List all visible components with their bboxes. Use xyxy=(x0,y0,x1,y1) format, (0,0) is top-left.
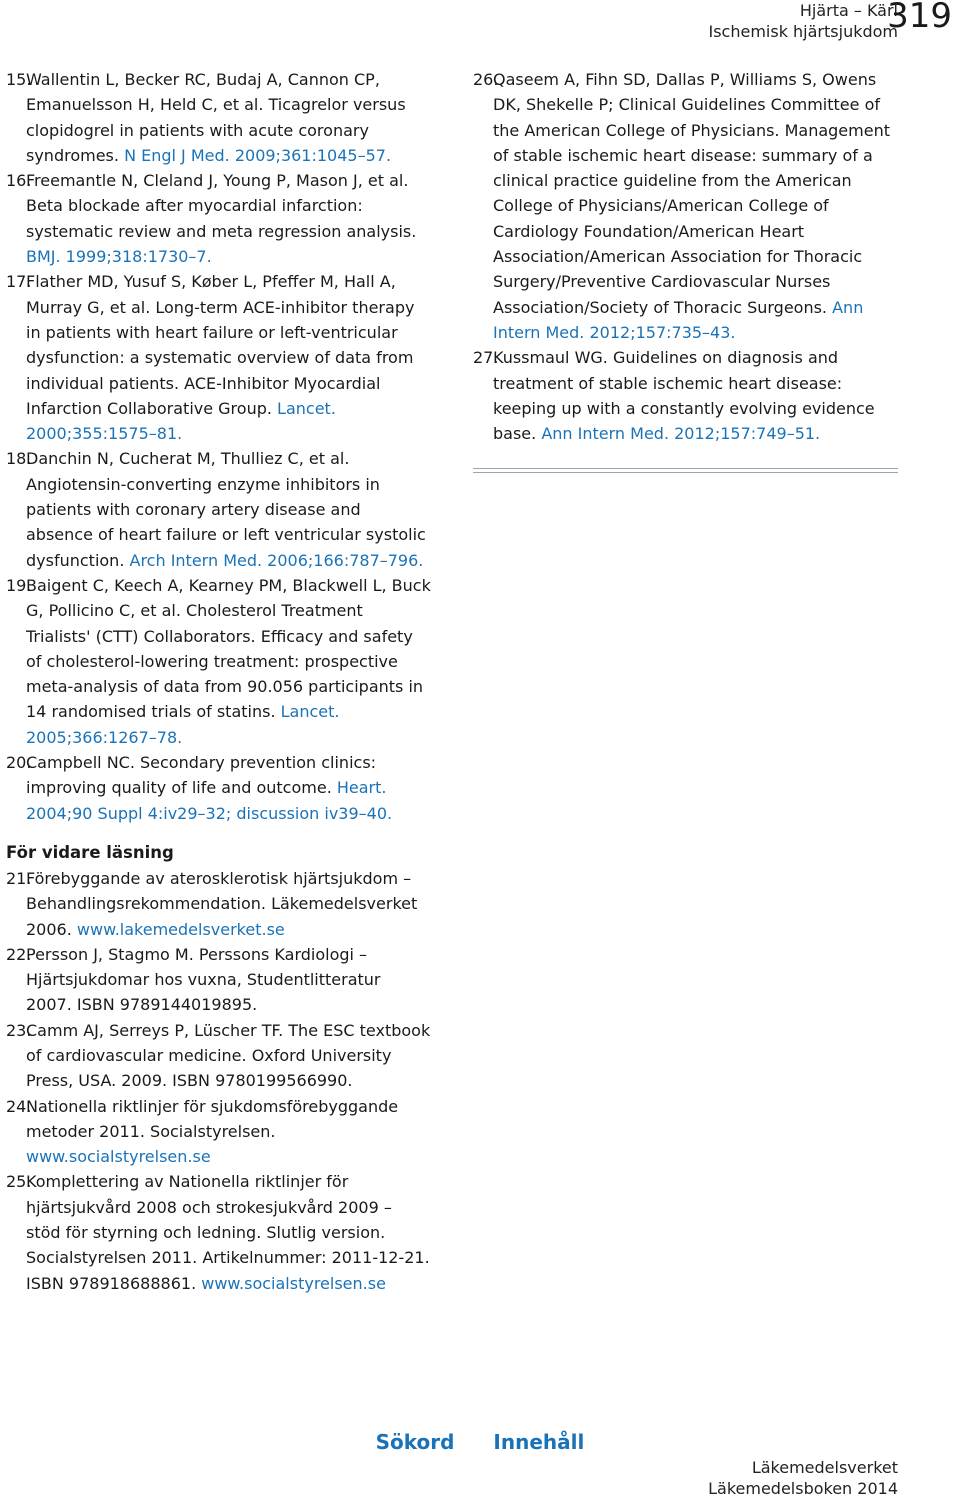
reference-item xyxy=(6,750,431,826)
reference-item xyxy=(6,269,431,446)
reference-body xyxy=(26,866,431,942)
reference-body xyxy=(26,168,431,269)
reference-text: Qaseem A, Fihn SD, Dallas P, Williams S, Owens DK, Shekelle P; Clinical Guidelines Committee of the American College of Physicians. Management of stable ischemic heart disease: summary of a clinical practice guideline from the American College of Physicians/American College of Cardiology Foundation/American Heart Association/American Association for Thoracic Surgery/Preventive Cardiovascular Nurses Association/Society of Thoracic Surgeons. xyxy=(493,70,890,317)
reference-body xyxy=(26,750,431,826)
reference-number: 20. xyxy=(6,753,32,773)
reference-item xyxy=(473,345,903,446)
reference-number: 18. xyxy=(6,449,32,469)
citation-link[interactable]: www.socialstyrelsen.se xyxy=(26,1147,211,1167)
reference-number: 24. xyxy=(6,1096,32,1116)
search-terms-link[interactable]: Sökord xyxy=(375,1430,455,1454)
reference-item xyxy=(6,67,431,168)
page-number: 319 xyxy=(887,0,952,36)
reference-body xyxy=(493,67,903,345)
page-header xyxy=(0,0,960,45)
reference-text: Campbell NC. Secondary prevention clinics: improving quality of life and outcome. xyxy=(26,753,377,798)
reference-list xyxy=(6,67,431,826)
reference-item xyxy=(6,446,431,572)
reference-body xyxy=(26,1094,431,1170)
publisher-name: Läkemedelsverket xyxy=(751,1458,898,1477)
reference-body xyxy=(26,269,431,446)
reference-text: Danchin N, Cucherat M, Thulliez C, et al. Angiotensin-converting enzyme inhibitors in patients with coronary artery disease and absence of heart failure or left ventricular systolic dysfunction. xyxy=(26,449,426,570)
further-reading-list xyxy=(6,866,431,1296)
reference-item xyxy=(6,1169,431,1295)
reference-number: 17. xyxy=(6,272,32,292)
reference-body xyxy=(493,345,903,446)
reference-text: Kussmaul WG. Guidelines on diagnosis and treatment of stable ischemic heart disease: keeping up with a constantly evolving evidence base. xyxy=(493,348,875,444)
reference-body xyxy=(26,1018,431,1094)
reference-item xyxy=(6,866,431,942)
running-header xyxy=(708,0,898,42)
reference-number: 16. xyxy=(6,171,32,191)
reference-body xyxy=(26,67,431,168)
column-divider xyxy=(473,468,898,473)
contents-link[interactable]: Innehåll xyxy=(493,1430,585,1454)
reference-text: Camm AJ, Serreys P, Lüscher TF. The ESC textbook of cardiovascular medicine. Oxford University Press, USA. 2009. ISBN 9780199566990. xyxy=(26,1020,431,1091)
citation-link[interactable]: Ann Intern Med. 2012;157:735–43. xyxy=(493,297,864,342)
footer-brand xyxy=(708,1457,898,1499)
reference-text: Flather MD, Yusuf S, Køber L, Pfeffer M, Hall A, Murray G, et al. Long-term ACE-inhibitor therapy in patients with heart failure or left-ventricular dysfunction: a systematic overview of data from individual patients. ACE-Inhibitor Myocardial Infarction Collaborative Group. xyxy=(26,272,415,418)
reference-text: Baigent C, Keech A, Kearney PM, Blackwell L, Buck G, Pollicino C, et al. Cholesterol Treatment Trialists' (CTT) Collaborators. Efficacy and safety of cholesterol-lowering treatment: prospective meta-analysis of data from 90.056 participants in 14 randomised trials of statins. xyxy=(26,575,431,722)
reference-number: 22. xyxy=(6,944,32,964)
citation-link[interactable]: N Engl J Med. 2009;361:1045–57. xyxy=(124,145,392,165)
book-title: Läkemedelsboken 2014 xyxy=(708,1479,898,1498)
citation-link[interactable]: BMJ. 1999;318:1730–7. xyxy=(26,247,212,267)
reference-number: 23. xyxy=(6,1020,32,1040)
reference-number: 26. xyxy=(473,70,499,89)
reference-number: 19. xyxy=(6,575,32,595)
reference-item xyxy=(6,1018,431,1094)
reference-item xyxy=(6,168,431,269)
citation-link[interactable]: www.socialstyrelsen.se xyxy=(201,1273,386,1293)
citation-link[interactable]: Arch Intern Med. 2006;166:787–796. xyxy=(129,550,424,570)
citation-link[interactable]: Lancet. 2000;355:1575–81. xyxy=(26,398,336,444)
right-column xyxy=(473,67,903,473)
reference-list-continued xyxy=(473,67,903,446)
reference-text: Nationella riktlinjer för sjukdomsförebyggande metoder 2011. Socialstyrelsen. xyxy=(26,1096,399,1141)
reference-item xyxy=(6,942,431,1018)
reference-item xyxy=(473,67,903,345)
reference-body xyxy=(26,446,431,572)
reference-number: 27. xyxy=(473,348,499,368)
reference-text: Förebyggande av aterosklerotisk hjärtsjukdom – Behandlingsrekommendation. Läkemedelsverket 2006. xyxy=(26,868,418,939)
footer-nav xyxy=(0,1430,960,1454)
citation-link[interactable]: Heart. 2004;90 Suppl 4:iv29–32; discussion iv39–40. xyxy=(26,778,393,823)
reference-body xyxy=(26,573,431,750)
citation-link[interactable]: Lancet. 2005;366:1267–78. xyxy=(26,702,340,747)
reference-text: Persson J, Stagmo M. Perssons Kardiologi – Hjärtsjukdomar hos vuxna, Studentlitteratur 2007. ISBN 9789144019895. xyxy=(26,944,381,1015)
reference-body xyxy=(26,942,431,1018)
reference-number: 25. xyxy=(6,1172,32,1192)
reference-number: 21. xyxy=(6,868,32,888)
reference-item xyxy=(6,1094,431,1170)
reference-text: Freemantle N, Cleland J, Young P, Mason J, et al. Beta blockade after myocardial infarction: systematic review and meta regression analysis. xyxy=(26,171,417,241)
citation-link[interactable]: Ann Intern Med. 2012;157:749–51. xyxy=(541,424,821,444)
chapter-title: Ischemisk hjärtsjukdom xyxy=(708,22,898,41)
section-title: Hjärta – Kärl xyxy=(799,1,898,20)
citation-link[interactable]: www.lakemedelsverket.se xyxy=(76,919,285,939)
reference-text: Wallentin L, Becker RC, Budaj A, Cannon CP, Emanuelsson H, Held C, et al. Ticagrelor versus clopidogrel in patients with acute coronary syndromes. xyxy=(26,70,406,165)
reference-item xyxy=(6,573,431,750)
reference-text: Komplettering av Nationella riktlinjer för hjärtsjukvård 2008 och strokesjukvård 2009 – stöd för styrning och ledning. Slutlig version. Socialstyrelsen 2011. Artikelnummer: 2011-12-21. ISBN 978918688861. xyxy=(26,1172,430,1293)
left-column xyxy=(6,67,431,1296)
further-reading-heading: För vidare läsning xyxy=(6,842,174,862)
reference-body xyxy=(26,1169,431,1295)
reference-number: 15. xyxy=(6,70,32,89)
